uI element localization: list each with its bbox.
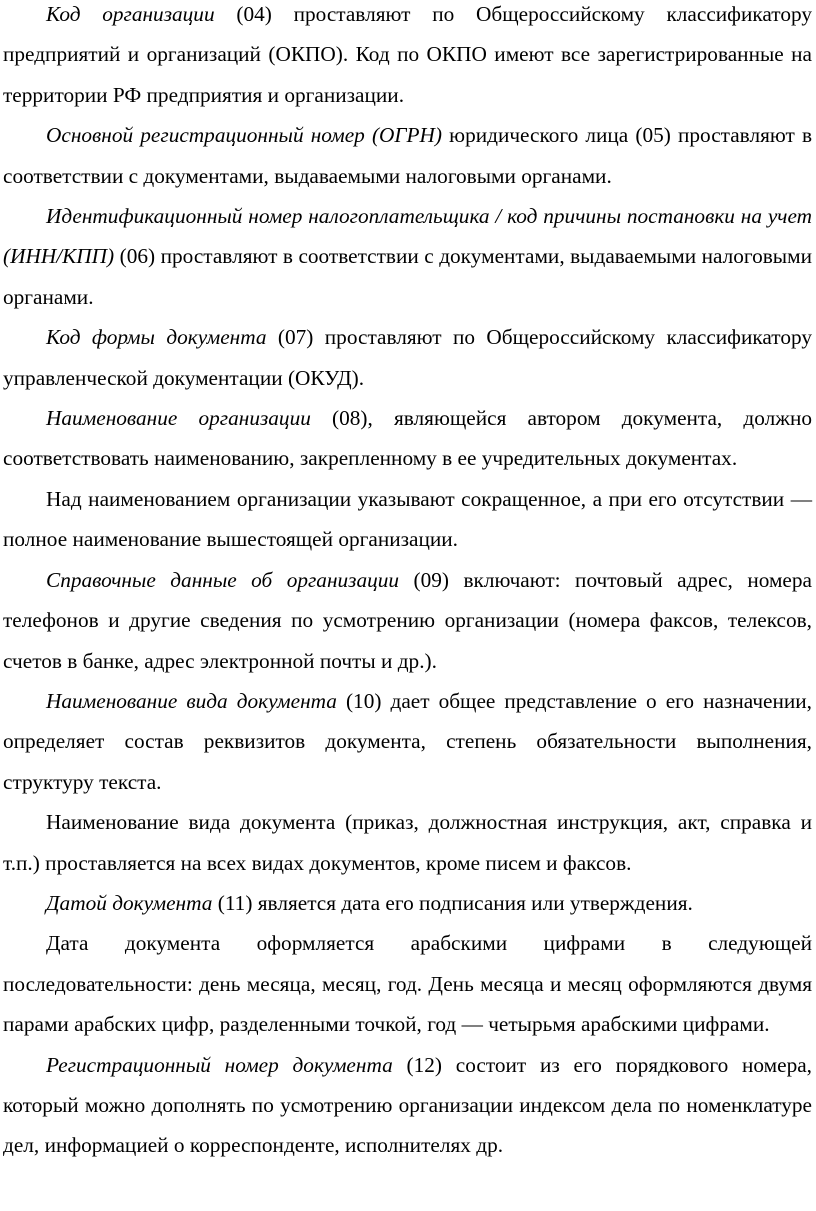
term-reference-data: Справочные данные об организации: [46, 567, 400, 592]
paragraph-text: юридического лица (05) проставляют в соответствии с документами, выдаваемыми налоговыми органами.: [3, 123, 813, 188]
term-okpo-code: Код организации: [46, 2, 215, 26]
paragraph-text: (04) проставляют по Общероссийскому классификатору предприятий и организаций (ОКПО). Код по ОКПО имеют все зарегистрированные на территории РФ предприятия и организации.: [3, 2, 812, 107]
term-org-name: Наименование организации: [46, 406, 311, 431]
paragraph-form-code: [3, 317, 812, 398]
paragraph-document-date: [3, 883, 812, 923]
term-inn-kpp: Идентификационный номер налогоплательщика / код причины постановки на учет (ИНН/КПП): [3, 204, 812, 269]
paragraph-text: Наименование вида документа (приказ, должностная инструкция, акт, справка и т.п.) проставляется на всех видах документов, кроме писем и факсов.: [3, 810, 812, 875]
paragraph-text: (10) дает общее представление о его назначении, определяет состав реквизитов документа, степень обязательности выполнения, структуру текста.: [3, 688, 813, 794]
paragraph-text: (07) проставляют по Общероссийскому классификатору управленческой документации (ОКУД).: [3, 325, 813, 390]
term-document-date: Датой документа: [46, 890, 213, 915]
paragraph-date-format: [3, 923, 812, 1044]
paragraph-ogrn: [3, 115, 812, 196]
term-document-type: Наименование вида документа: [46, 688, 337, 713]
paragraph-text: (06) проставляют в соответствии с документами, выдаваемыми налоговыми органами.: [3, 244, 812, 309]
paragraph-document-type: [3, 681, 812, 802]
paragraph-text: (09) включают: почтовый адрес, номера телефонов и другие сведения по усмотрению организации (номера факсов, телексов, счетов в банке, адрес электронной почты и др.).: [3, 567, 812, 673]
paragraph-document-type-usage: [3, 802, 812, 883]
paragraph-okpo-code: [3, 0, 812, 115]
paragraph-inn-kpp: [3, 196, 812, 317]
paragraph-text: Дата документа оформляется арабскими цифрами в следующей последовательности: день месяца, месяц, год. День месяца и месяц оформляются двумя парами арабских цифр, разделенными точкой, год — четырьмя арабскими цифрами.: [3, 931, 812, 1037]
paragraph-reference-data: [3, 560, 812, 681]
paragraph-text: (12) состоит из его порядкового номера, который можно дополнять по усмотрению организации индексом дела по номенклатуре дел, информацией о корреспонденте, исполнителях др.: [3, 1052, 813, 1158]
paragraph-org-name: [3, 398, 812, 479]
term-ogrn: Основной регистрационный номер (ОГРН): [46, 123, 443, 148]
term-form-code: Код формы документа: [46, 325, 267, 350]
paragraph-text: (08), являющейся автором документа, должно соответствовать наименованию, закрепленному в ее учредительных документах.: [3, 406, 812, 471]
paragraph-registration-number: [3, 1045, 812, 1166]
paragraph-text: Над наименованием организации указывают сокращенное, а при его отсутствии — полное наименование вышестоящей организации.: [3, 486, 812, 552]
term-registration-number: Регистрационный номер документа: [46, 1052, 393, 1077]
paragraph-text: (11) является дата его подписания или утверждения.: [212, 890, 693, 915]
paragraph-parent-org: [3, 479, 812, 560]
